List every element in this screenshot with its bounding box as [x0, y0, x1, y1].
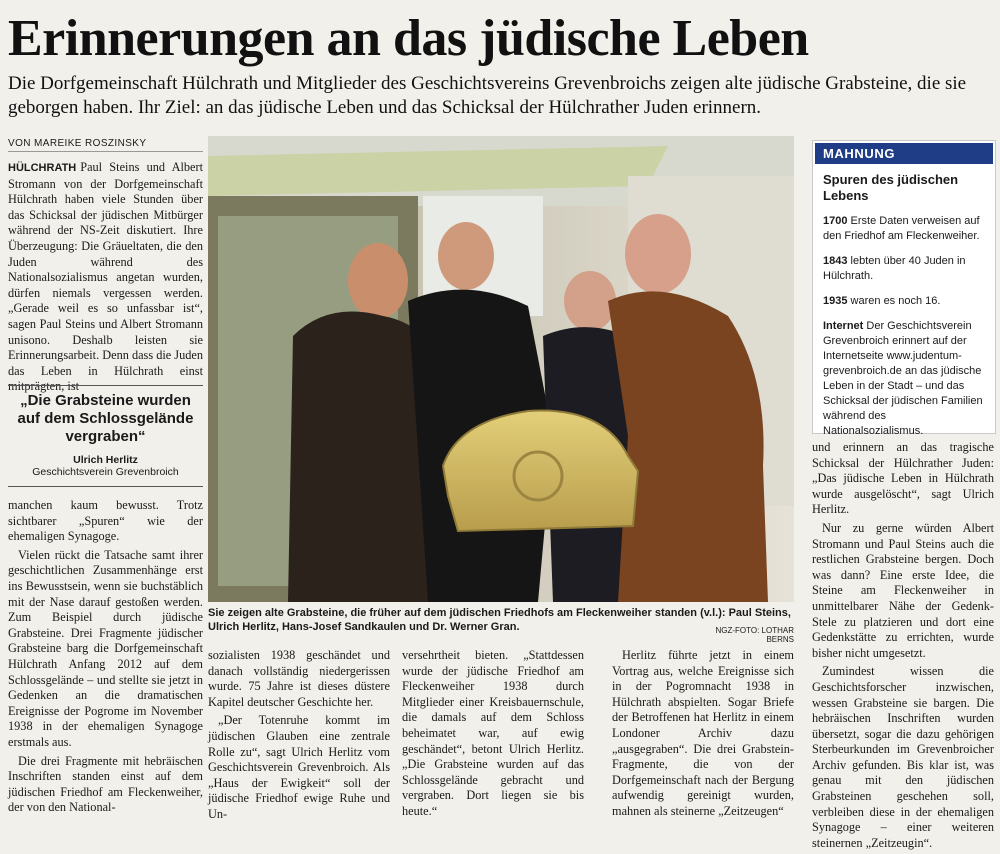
photo-illustration [208, 136, 794, 602]
info-box-label: MAHNUNG [815, 143, 993, 164]
article-paragraph: Vielen rückt die Tatsache samt ihrer geschichtlichen Zusammenhänge erst ins Bewusstsein, wenn sie buchstäblich mit der Nase darauf gestoßen werden. Zum Beispiel durch jüdische Grabsteine. Drei Fragmente jüdischer Grabsteine barg die Dorfgemeinschaft Hülchrath Anfang 2012 auf dem Schlossgelände – und stellte sie jetzt in Gedenken an die dramatischen Ereignisse der Pogrome im November 1938 in der ehemaligen Synagoge erstmals aus. [8, 547, 203, 749]
dateline: HÜLCHRATH [8, 162, 77, 174]
pull-quote-author: Ulrich Herlitz [73, 454, 138, 466]
article-paragraph: und erinnern an das tragische Schicksal der Hülchrather Juden: „Das jüdische Leben in Hülchrath wurde ausgelöscht“, sagt Ulrich Herlitz. [812, 440, 994, 517]
pull-quote-role: Geschichtsverein Grevenbroich [32, 466, 179, 478]
article-column-1-top [8, 160, 203, 398]
article-paragraph: „Der Totenruhe kommt im jüdischen Glauben eine zentrale Rolle zu“, sagt Ulrich Herlitz vom Geschichtsverein Grevenbroich. Als „Haus der Ewigkeit“ soll der jüdische Friedhof ewige Ruhe und Un- [208, 713, 390, 821]
article-column-1-bottom [8, 498, 203, 819]
pull-quote [8, 385, 203, 487]
photo-credit: NGZ-FOTO: LOTHAR BERNS [715, 626, 794, 644]
article-paragraph: versehrtheit bieten. „Stattdessen wurde der jüdische Friedhof am Fleckenweiher 1938 durch Mitglieder einer Kreisbauernschule, die damals auf dem Schloss beheimatet war, auf ewig geschändet“, betont Ulrich Herlitz. „Die Grabsteine wurden auf das Schlossgelände gebracht und vergraben. Dort liegen sie bis heute.“ [402, 648, 584, 818]
article-column-5 [812, 440, 994, 854]
article-column-2 [208, 648, 390, 826]
info-box-entry: 1843 lebten über 40 Juden in Hülchrath. [823, 255, 966, 282]
article-paragraph: manchen kaum bewusst. Trotz sichtbarer „Spuren“ wie der ehemaligen Synagoge. [8, 498, 203, 544]
article-paragraph: sozialisten 1938 geschändet und danach vollständig niedergerissen wurde. 75 Jahre ist dieses düstere Kapitel deutscher Geschichte her. [208, 648, 390, 709]
photo-caption: Sie zeigen alte Grabsteine, die früher auf dem jüdischen Friedhofs am Fleckenweiher standen (v.l.): Paul Steins, Ulrich Herlitz, Hans-Josef Sandkaulen und Dr. Werner Gran. [208, 607, 791, 633]
info-box [812, 140, 996, 437]
article-photo [208, 136, 794, 602]
headline: Erinnerungen an das jüdische Leben [8, 10, 809, 67]
pull-quote-text: „Die Grabsteine wurden auf dem Schlossgelände vergraben“ [17, 392, 194, 445]
article-paragraph: Herlitz führte jetzt in einem Vortrag aus, welche Ereignisse sich in der Pogromnacht 1938 in Hülchrath abspielten. Sogar Briefe der Betroffenen hat Herlitz in einem Londoner Archiv dazu „ausgegraben“. Die drei Grabstein-Fragmente, die von der Dorfgemeinschaft nach der Bergung aufwendig gereinigt wurden, mahnen als steinerne „Zeitzeugen“ [612, 648, 794, 818]
article-column-3 [402, 648, 584, 823]
info-box-entry: Internet Der Geschichtsverein Grevenbroich erinnert auf der Internetseite www.judentum-grevenbroich.de an das jüdische Leben in der Stadt – und das Schicksal der jüdischen Familien während des Nationalsozialismus. [823, 320, 983, 437]
info-box-entry: 1935 waren es noch 16. [823, 295, 941, 307]
byline: VON MAREIKE ROSZINSKY [8, 138, 203, 152]
article-paragraph: Zumindest wissen die Geschichtsforscher inzwischen, wessen Grabsteine sie bargen. Die hebräischen Inschriften wurden übersetzt, sogar die dazu gehörigen Sterbeurkunden im Grevenbroicher Archiv gefunden. Bis klar ist, was genau mit den jüdischen Grabsteinen geschehen soll, verbleiben diese in der ehemaligen Synagoge – einer weiteren steinernen „Zeitzeugin“. [812, 664, 994, 850]
article-paragraph: Die drei Fragmente mit hebräischen Inschriften standen einst auf dem jüdischen Friedhof am Fleckenweiher, der von den National- [8, 753, 203, 815]
article-paragraph: HÜLCHRATH Paul Steins und Albert Stromann von der Dorfgemeinschaft Hülchrath haben viele Stunden über das Schicksal der jüdischen Mitbürger während der NS-Zeit diskutiert. Ihre Überzeugung: Die Gräueltaten, die den Juden während des Nationalsozialismus angetan wurden, dürfen niemals vergessen werden. „Gerade weil es so unfassbar ist“, sagen Paul Steins und Albert Stromann unisono. Deshalb leisten sie Erinnerungsarbeit. Denn dass die Juden das Leben in Hülchrath einst mitprägten, ist [8, 160, 203, 394]
article-paragraph: Nur zu gerne würden Albert Stromann und Paul Steins auch die restlichen Grabsteine bergen. Doch was dann? Eine erste Idee, die Steine am Fleckenweiher in unmittelbarer Nähe der Gedenk-Stele zu platzieren und dort eine Gedenkstätte zu errichten, wurde bisher nicht umgesetzt. [812, 520, 994, 660]
info-box-entry: 1700 Erste Daten verweisen auf den Friedhof am Fleckenweiher. [823, 215, 980, 242]
info-box-title: Spuren des jüdischen Lebens [823, 172, 959, 203]
article-column-4 [612, 648, 794, 823]
subheadline: Die Dorfgemeinschaft Hülchrath und Mitglieder des Geschichtsvereins Grevenbroichs zeigen alte jüdische Grabsteine, die sie geborgen haben. Ihr Ziel: an das jüdische Leben und das Schicksal der Hülchrather Juden erinnern. [8, 73, 967, 118]
